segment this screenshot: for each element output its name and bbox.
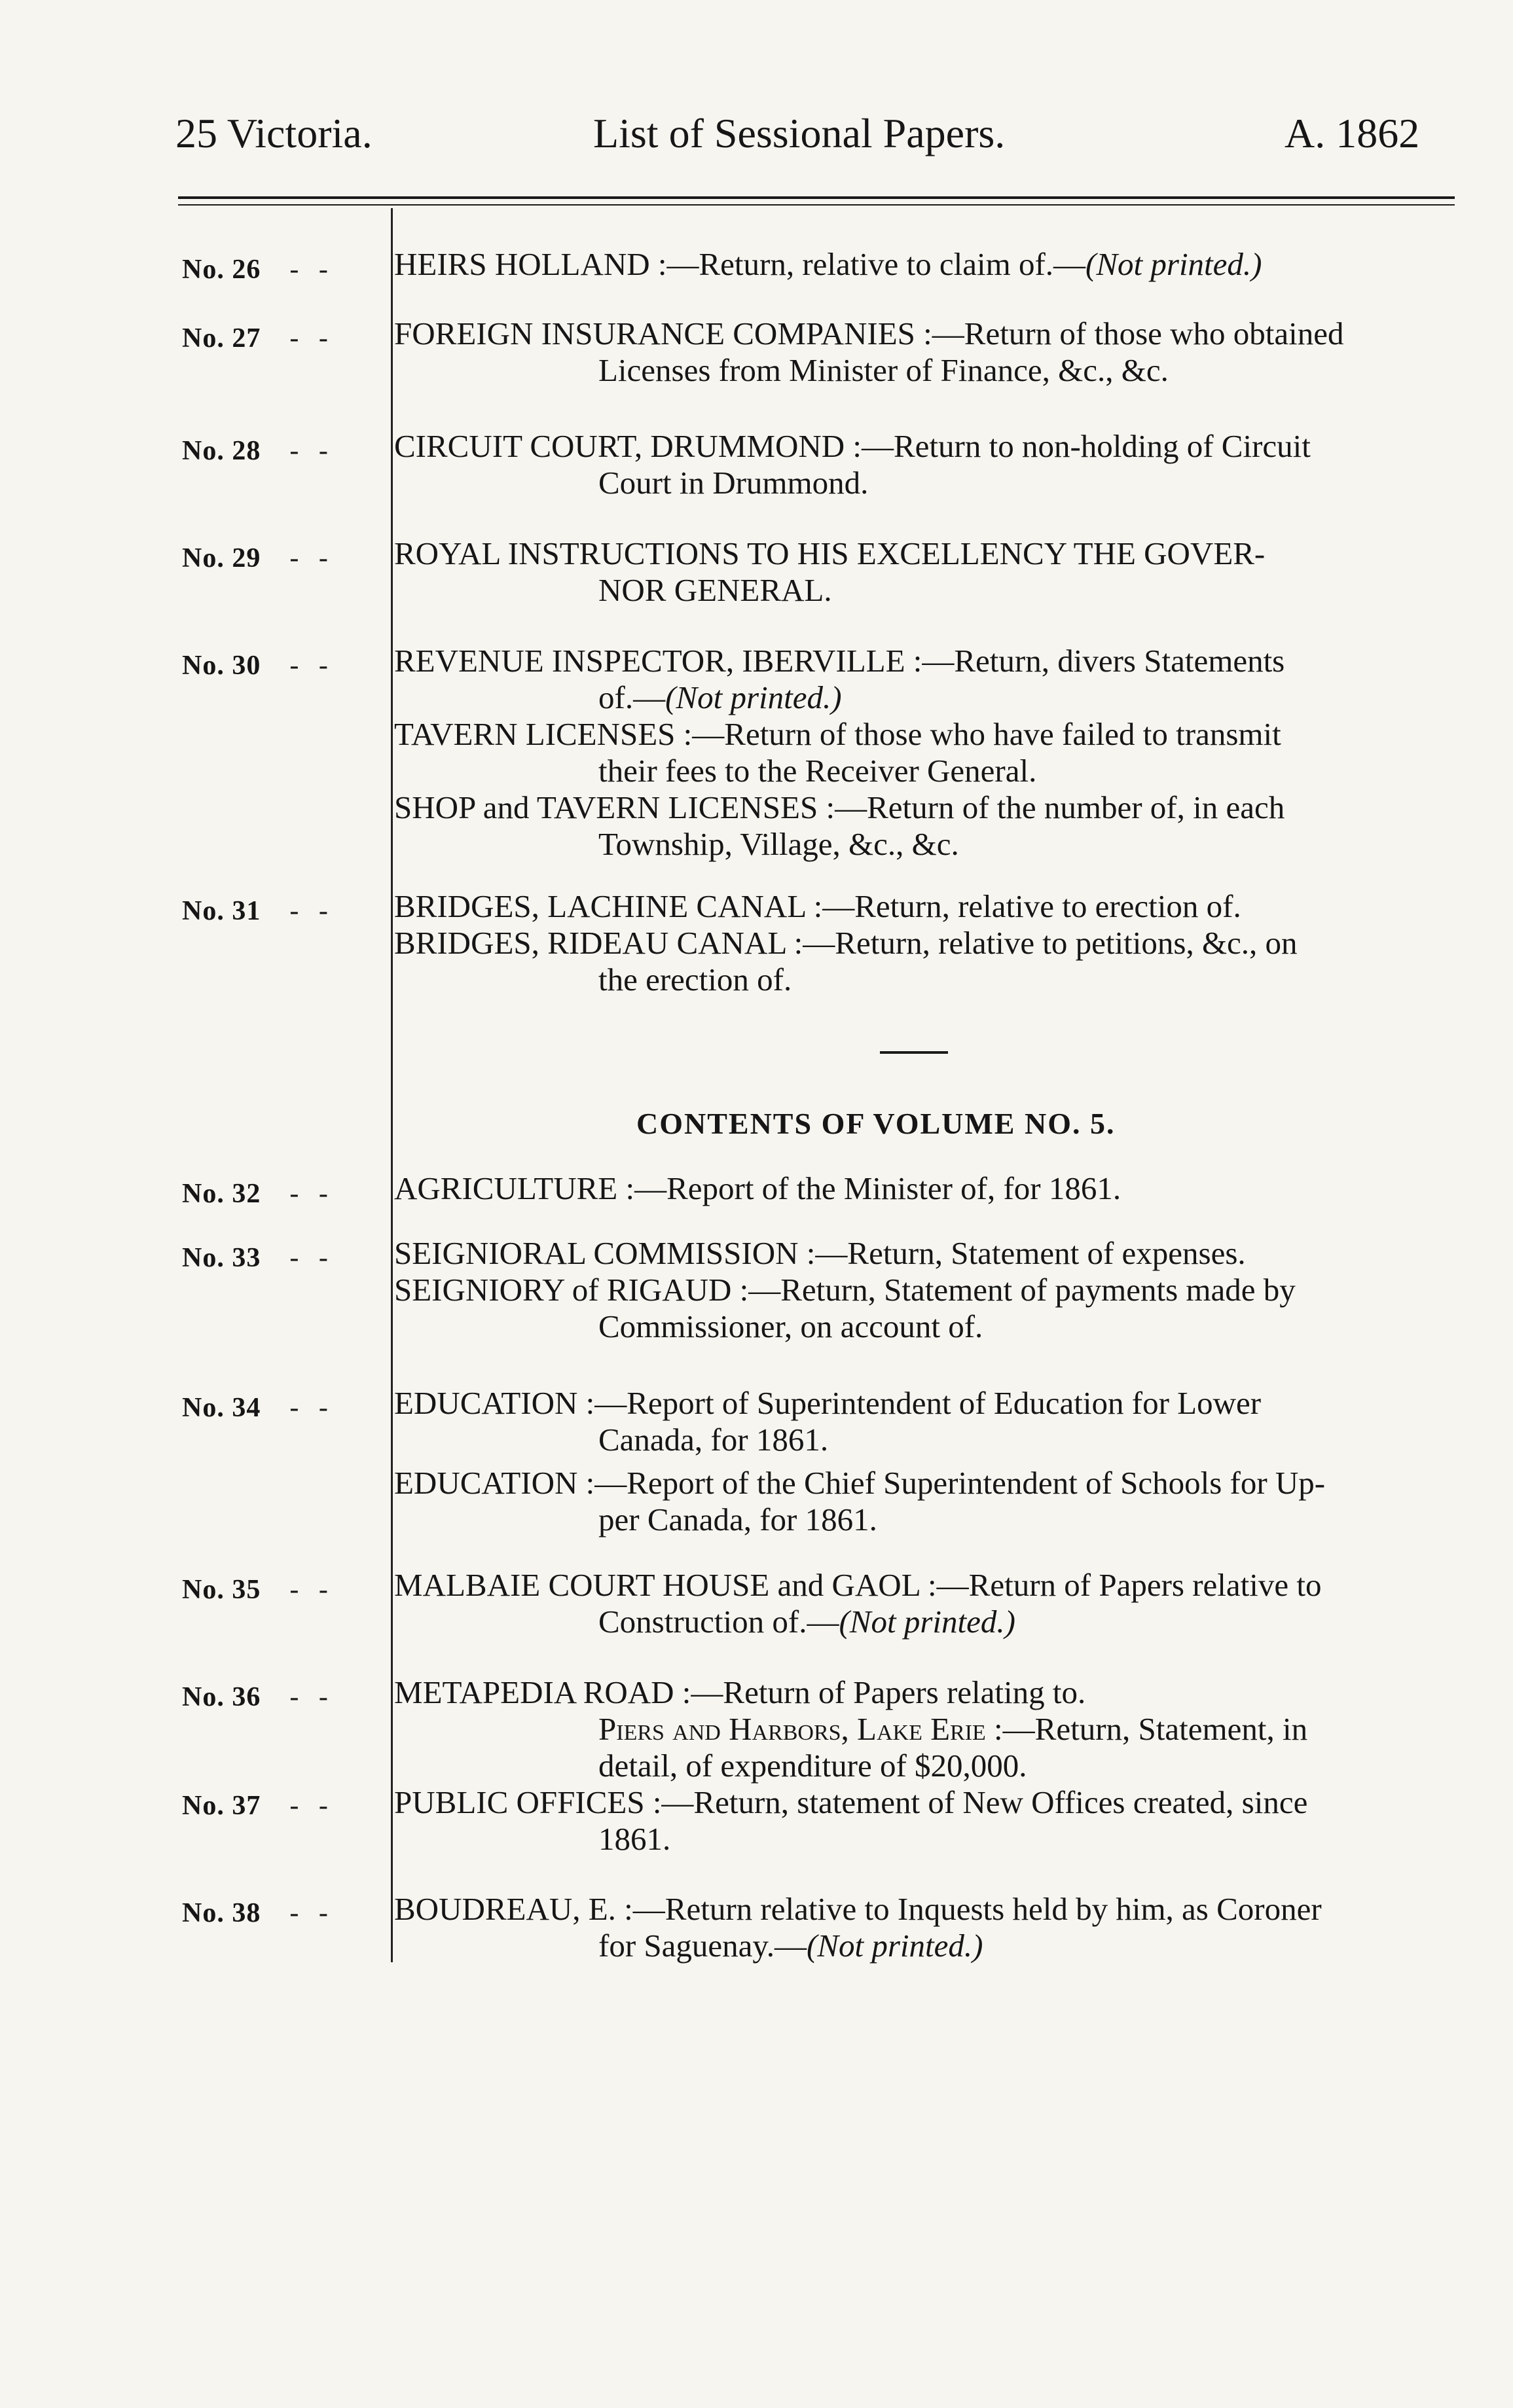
paper-entry bbox=[394, 1784, 1455, 1858]
paper-number: No. 32 - - bbox=[182, 1179, 329, 1209]
running-header-session: 25 Victoria. bbox=[175, 110, 373, 156]
paper-entry bbox=[394, 1385, 1455, 1538]
paper-number: No. 36 - - bbox=[182, 1682, 329, 1712]
entry-line: BOUDREAU, E. :—Return relative to Inquests held by him, as Coroner bbox=[394, 1891, 1322, 1927]
entry-line: BRIDGES, LACHINE CANAL :—Return, relative to erection of. bbox=[394, 888, 1241, 924]
paper-entry bbox=[394, 1170, 1455, 1207]
entry-line: SEIGNIORAL COMMISSION :—Return, Statement of expenses. bbox=[394, 1235, 1246, 1271]
entry-line: SHOP and TAVERN LICENSES :—Return of the number of, in each bbox=[394, 789, 1285, 825]
entry-line: HEIRS HOLLAND :—Return, relative to claim of.—(Not printed.) bbox=[394, 246, 1262, 282]
header-rule-thick bbox=[178, 196, 1455, 199]
paper-number: No. 28 - - bbox=[182, 436, 329, 466]
paper-entry bbox=[394, 535, 1455, 609]
paper-entry bbox=[394, 1235, 1455, 1345]
paper-entry bbox=[394, 888, 1455, 998]
header-rule-thin bbox=[178, 204, 1455, 206]
paper-number: No. 29 - - bbox=[182, 543, 329, 573]
paper-number: No. 30 - - bbox=[182, 651, 329, 681]
entry-line-continuation: per Canada, for 1861. bbox=[598, 1501, 877, 1537]
entry-line: CIRCUIT COURT, DRUMMOND :—Return to non-holding of Circuit bbox=[394, 428, 1311, 464]
paper-entry bbox=[394, 315, 1455, 389]
entry-line: EDUCATION :—Report of the Chief Superintendent of Schools for Up- bbox=[394, 1465, 1326, 1501]
entry-line-continuation: 1861. bbox=[598, 1821, 671, 1857]
entry-line: SEIGNIORY of RIGAUD :—Return, Statement of payments made by bbox=[394, 1272, 1296, 1308]
paper-number: No. 31 - - bbox=[182, 896, 329, 926]
entry-line-continuation: Commissioner, on account of. bbox=[598, 1308, 983, 1344]
entry-line-continuation: the erection of. bbox=[598, 961, 792, 997]
paper-number: No. 27 - - bbox=[182, 323, 329, 353]
volume-heading: CONTENTS OF VOLUME NO. 5. bbox=[636, 1107, 1116, 1140]
entry-line-continuation: Construction of.—(Not printed.) bbox=[598, 1604, 1015, 1640]
entry-line: ROYAL INSTRUCTIONS TO HIS EXCELLENCY THE GOVER- bbox=[394, 535, 1266, 571]
paper-entry bbox=[394, 1567, 1455, 1640]
entry-line: MALBAIE COURT HOUSE and GAOL :—Return of Papers relative to bbox=[394, 1567, 1322, 1603]
paper-entry bbox=[394, 246, 1455, 283]
entry-line-continuation: Licenses from Minister of Finance, &c., &c. bbox=[598, 352, 1169, 388]
entry-line: PUBLIC OFFICES :—Return, statement of New Offices created, since bbox=[394, 1784, 1308, 1820]
paper-number: No. 35 - - bbox=[182, 1575, 329, 1605]
paper-number: No. 37 - - bbox=[182, 1791, 329, 1821]
paper-number: No. 34 - - bbox=[182, 1393, 329, 1423]
paper-number: No. 26 - - bbox=[182, 255, 329, 285]
column-divider bbox=[391, 208, 393, 1962]
entry-line: FOREIGN INSURANCE COMPANIES :—Return of those who obtained bbox=[394, 315, 1344, 351]
paper-entry bbox=[394, 1674, 1455, 1784]
paper-entry bbox=[394, 428, 1455, 501]
entry-line-continuation: for Saguenay.—(Not printed.) bbox=[598, 1928, 983, 1964]
paper-entry bbox=[394, 1891, 1455, 1964]
entry-line-continuation: Township, Village, &c., &c. bbox=[598, 826, 959, 862]
paper-entry bbox=[394, 643, 1455, 863]
entry-line-continuation: their fees to the Receiver General. bbox=[598, 753, 1037, 789]
entry-line-continuation: Court in Drummond. bbox=[598, 465, 869, 501]
entry-line: REVENUE INSPECTOR, IBERVILLE :—Return, divers Statements bbox=[394, 643, 1285, 679]
entry-line: EDUCATION :—Report of Superintendent of Education for Lower bbox=[394, 1385, 1262, 1421]
entry-line-continuation: NOR GENERAL. bbox=[598, 572, 832, 608]
section-rule bbox=[880, 1051, 948, 1054]
running-header-year: A. 1862 bbox=[1285, 110, 1420, 156]
entry-line-continuation: Canada, for 1861. bbox=[598, 1422, 829, 1458]
entry-line: TAVERN LICENSES :—Return of those who have failed to transmit bbox=[394, 716, 1281, 752]
entry-line-continuation: of.—(Not printed.) bbox=[598, 679, 842, 715]
running-header-title: List of Sessional Papers. bbox=[593, 110, 1006, 156]
entry-line-continuation: Piers and Harbors, Lake Erie :—Return, Statement, in bbox=[598, 1711, 1308, 1747]
entry-line-continuation: detail, of expenditure of $20,000. bbox=[598, 1748, 1027, 1784]
entry-line: BRIDGES, RIDEAU CANAL :—Return, relative to petitions, &c., on bbox=[394, 925, 1298, 961]
entry-line: METAPEDIA ROAD :—Return of Papers relating to. bbox=[394, 1674, 1086, 1710]
entry-line: AGRICULTURE :—Report of the Minister of, for 1861. bbox=[394, 1170, 1121, 1206]
paper-number: No. 33 - - bbox=[182, 1243, 329, 1273]
paper-number: No. 38 - - bbox=[182, 1898, 329, 1928]
